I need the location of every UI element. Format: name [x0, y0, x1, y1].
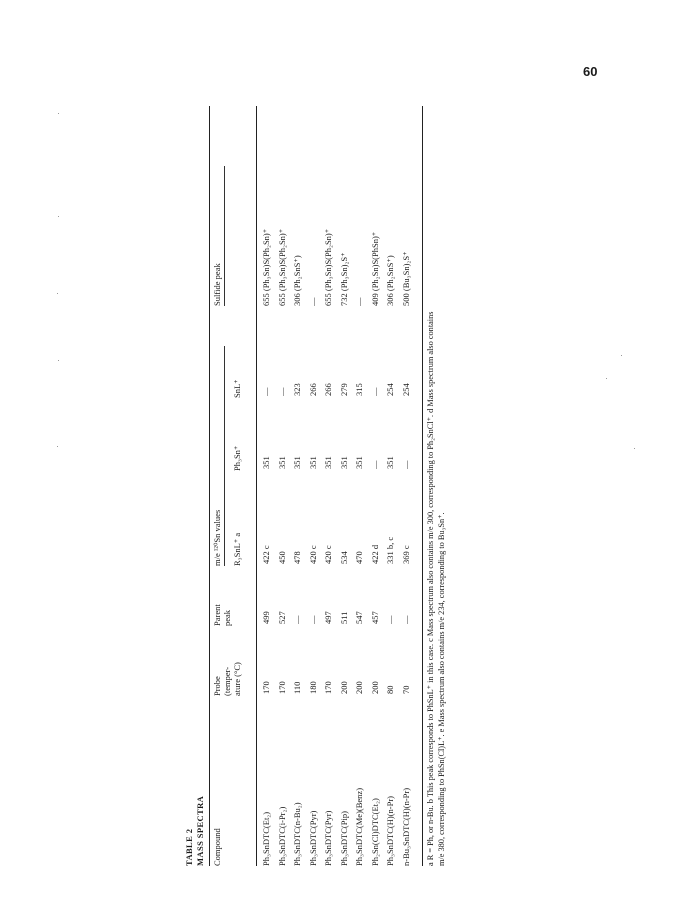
cell-snl: 254: [385, 383, 395, 396]
cell-sulfide: 500 (Bu₃Sn)₂S⁺: [400, 251, 411, 306]
cell-snl: —: [276, 387, 287, 396]
cell-parent: —: [307, 615, 318, 624]
cell-parent: 527: [276, 611, 287, 624]
cell-r3snl: 420 c: [307, 545, 318, 564]
cell-parent: 499: [261, 611, 271, 624]
scan-speck: [634, 448, 635, 449]
mass-spectra-table: [182, 96, 447, 866]
cell-sulfide: 306 (Ph₂SnS⁺): [385, 255, 395, 306]
cell-r3snl: 478: [292, 551, 302, 564]
cell-probe: 200: [369, 681, 380, 694]
cell-probe: 70: [400, 685, 411, 694]
table-top-rule: [209, 106, 210, 866]
cell-snl: 266: [307, 383, 318, 396]
cell-ph3sn: 351: [385, 456, 395, 469]
header-probe-3: ature (°C): [232, 662, 242, 696]
cell-parent: 497: [323, 611, 333, 624]
cell-r3snl: 422 c: [261, 545, 271, 564]
cell-snl: 254: [400, 383, 411, 396]
cell-ph3sn: 351: [338, 456, 349, 469]
cell-r3snl: 369 c: [400, 545, 411, 564]
cell-ph3sn: —: [369, 460, 380, 469]
cell-parent: 511: [338, 611, 349, 624]
scan-speck: [58, 113, 59, 114]
cell-snl: 315: [354, 383, 364, 396]
cell-snl: —: [369, 387, 380, 396]
cell-r3snl: 422 d: [369, 544, 380, 564]
cell-sulfide: 409 (Ph₂Sn)S(PhSn)⁺: [369, 231, 380, 306]
header-parent-2: peak: [222, 609, 232, 626]
cell-compound: Ph₃SnDTC(H)(n-Pr): [385, 795, 395, 866]
cell-ph3sn: 351: [261, 456, 271, 469]
cell-sulfide: 655 (Ph₃Sn)S(Ph₂Sn)⁺: [323, 228, 333, 306]
cell-ph3sn: 351: [292, 456, 302, 469]
cell-snl: 266: [323, 383, 333, 396]
mz-group-rule: [224, 346, 225, 566]
table-header-rule: [256, 106, 257, 866]
cell-ph3sn: 351: [276, 456, 287, 469]
cell-compound: Ph₃SnDTC(Pip): [338, 811, 349, 866]
cell-sulfide: 732 (Ph₃Sn)₂S⁺: [338, 252, 349, 306]
cell-probe: 200: [354, 681, 364, 694]
header-sulfide: Sulfide peak: [212, 263, 222, 306]
scan-speck: [606, 378, 607, 379]
cell-compound: Ph₃SnDTC(Pyr): [307, 810, 318, 866]
cell-r3snl: 450: [276, 551, 287, 564]
cell-compound: Ph₃SnDTC(n-Bu₂): [292, 802, 302, 866]
header-r3snl: R₃SnL⁺ a: [232, 532, 242, 566]
scan-speck: [58, 216, 59, 217]
cell-parent: —: [385, 615, 395, 624]
cell-r3snl: 534: [338, 551, 349, 564]
cell-compound: Ph₃SnDTC(i-Pr₂): [276, 806, 287, 866]
footnote-line-2: m/e 380, corresponding to PhSn(Cl)L⁺. e Mass spectrum also contains m/e 234, corresponding to Bu₃Sn⁺.: [437, 512, 446, 866]
header-parent-1: Parent: [212, 604, 222, 626]
scan-speck: [57, 293, 58, 294]
cell-ph3sn: 351: [307, 456, 318, 469]
cell-r3snl: 331 b, c: [385, 536, 395, 564]
cell-snl: 323: [292, 383, 302, 396]
cell-probe: 80: [385, 685, 395, 694]
cell-r3snl: 420 c: [323, 545, 333, 564]
header-compound: Compound: [212, 828, 222, 866]
cell-r3snl: 470: [354, 551, 364, 564]
cell-probe: 180: [307, 681, 318, 694]
header-ph3sn: Ph₃Sn⁺: [232, 445, 242, 471]
cell-probe: 110: [292, 681, 302, 694]
cell-probe: 170: [323, 681, 333, 694]
sulfide-rule: [224, 166, 225, 306]
cell-snl: —: [261, 387, 271, 396]
cell-compound: Ph₃SnDTC(Me)(Benz): [354, 787, 364, 866]
cell-parent: 547: [354, 611, 364, 624]
cell-probe: 200: [338, 681, 349, 694]
cell-ph3sn: 351: [323, 456, 333, 469]
header-snl: SnL⁺: [232, 379, 242, 398]
footnote-line-1: a R = Ph, or n-Bu. b This peak corresponds to PhSnL⁺ in this case. c Mass spectrum also contains m/e 300, corresponding to Ph₂SnCl⁺. d Mass spectrum also contains: [426, 311, 435, 866]
cell-sulfide: —: [307, 297, 318, 306]
header-probe-2: (temper-: [222, 666, 232, 696]
cell-snl: 279: [338, 383, 349, 396]
scan-speck: [57, 446, 58, 447]
cell-ph3sn: 351: [354, 456, 364, 469]
table-number: TABLE 2: [184, 828, 194, 866]
header-probe-1: Probe: [212, 676, 222, 696]
cell-sulfide: —: [354, 297, 364, 306]
table-title: MASS SPECTRA: [195, 795, 205, 866]
cell-ph3sn: —: [400, 460, 411, 469]
cell-sulfide: 655 (Ph₃Sn)S(Ph₂Sn)⁺: [276, 228, 287, 306]
cell-compound: Ph₂Sn(Cl)DTC(Et₂): [369, 798, 380, 866]
cell-parent: —: [400, 615, 411, 624]
cell-sulfide: 306 (Ph₂SnS⁺): [292, 255, 302, 306]
page-number: 60: [583, 64, 598, 79]
scan-speck: [621, 355, 622, 356]
cell-sulfide: 655 (Ph₃Sn)S(Ph₂Sn)⁺: [261, 228, 271, 306]
header-mz-group: m/e ¹²⁰Sn values: [212, 509, 222, 566]
cell-parent: 457: [369, 611, 380, 624]
cell-probe: 170: [276, 681, 287, 694]
cell-compound: n-Bu₃SnDTC(H)(n-Pr): [400, 787, 411, 866]
scan-speck: [58, 360, 59, 361]
cell-probe: 170: [261, 681, 271, 694]
table-bottom-rule: [422, 106, 423, 866]
cell-compound: Ph₃SnDTC(Pyr): [323, 810, 333, 866]
cell-parent: —: [292, 615, 302, 624]
cell-compound: Ph₃SnDTC(Et₂): [261, 811, 271, 866]
